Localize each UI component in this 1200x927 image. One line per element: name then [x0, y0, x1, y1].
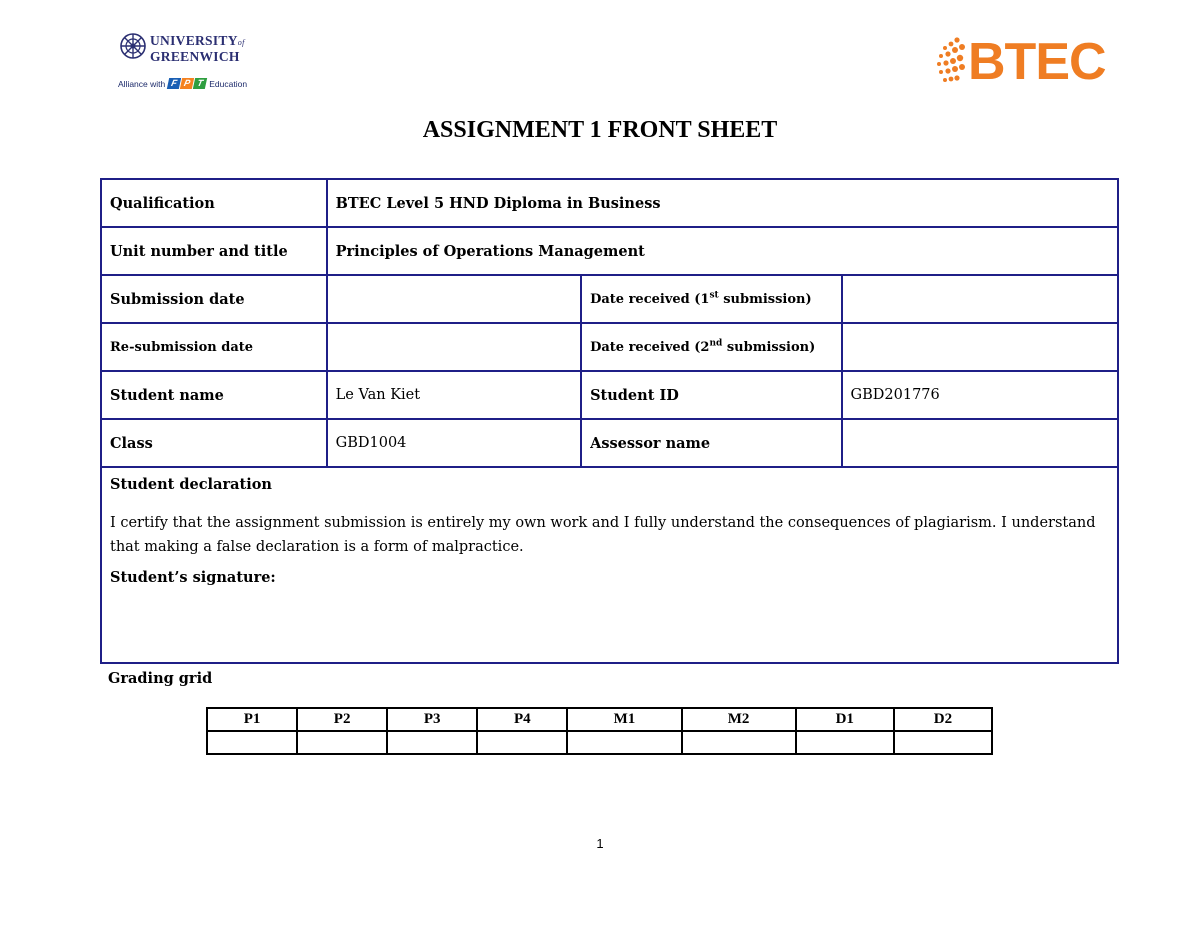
grade-cell-p1[interactable]: [207, 731, 297, 754]
grade-header-d1: D1: [796, 708, 894, 731]
fpt-letter-p: P: [180, 78, 194, 89]
table-row-resubmission: [101, 323, 1118, 371]
grading-header-row: [207, 708, 992, 731]
table-row-submission: [101, 275, 1118, 323]
date-received-1-value[interactable]: [842, 275, 1118, 323]
grade-cell-m1[interactable]: [567, 731, 681, 754]
university-wordmark: UNIVERSITYof GREENWICH: [150, 33, 245, 64]
table-row-student: [101, 371, 1118, 419]
btec-wordmark: BTEC: [968, 33, 1106, 91]
fpt-alliance-logo: [118, 78, 247, 89]
grade-header-m1: M1: [567, 708, 681, 731]
grading-grid-label: Grading grid: [108, 670, 213, 687]
alliance-suffix: Education: [209, 78, 248, 89]
grade-header-p3: P3: [387, 708, 477, 731]
grade-cell-d1[interactable]: [796, 731, 894, 754]
class-label: Class: [101, 419, 327, 467]
grade-cell-p2[interactable]: [297, 731, 387, 754]
fpt-logo-icon: [168, 78, 206, 89]
fpt-letter-f: F: [167, 78, 181, 89]
student-name-value[interactable]: Le Van Kiet: [327, 371, 581, 419]
student-id-label: Student ID: [581, 371, 841, 419]
signature-label: Student’s signature:: [110, 569, 276, 586]
grade-header-d2: D2: [894, 708, 992, 731]
grade-cell-p4[interactable]: [477, 731, 567, 754]
date-received-1-label: Date received (1st submission): [581, 275, 841, 323]
declaration-text: I certify that the assignment submission is entirely my own work and I fully understand the consequences of plagiarism. I understand that making a false declaration is a form of malpractice.: [110, 515, 1096, 555]
submission-date-label: Submission date: [101, 275, 327, 323]
declaration-cell: [101, 467, 1118, 663]
declaration-heading: Student declaration: [110, 476, 272, 493]
page-number: 1: [596, 836, 604, 851]
grade-cell-p3[interactable]: [387, 731, 477, 754]
submission-date-value[interactable]: [327, 275, 581, 323]
assessor-value[interactable]: [842, 419, 1118, 467]
student-id-value[interactable]: GBD201776: [842, 371, 1118, 419]
front-sheet-table: [100, 178, 1119, 664]
table-row-qualification: [101, 179, 1118, 227]
grading-value-row: [207, 731, 992, 754]
grade-cell-d2[interactable]: [894, 731, 992, 754]
table-row-unit: [101, 227, 1118, 275]
student-name-label: Student name: [101, 371, 327, 419]
class-value[interactable]: GBD1004: [327, 419, 581, 467]
alliance-prefix: Alliance with: [118, 78, 166, 89]
resubmission-date-label: Re-submission date: [101, 323, 327, 371]
fpt-letter-t: T: [193, 78, 207, 89]
grading-grid-table: [206, 707, 993, 755]
date-received-2-label: Date received (2nd submission): [581, 323, 841, 371]
resubmission-date-value[interactable]: [327, 323, 581, 371]
page-title: ASSIGNMENT 1 FRONT SHEET: [422, 117, 778, 143]
unit-label: Unit number and title: [101, 227, 327, 275]
qualification-label: Qualification: [101, 179, 327, 227]
assessor-label: Assessor name: [581, 419, 841, 467]
grade-header-m2: M2: [682, 708, 796, 731]
grade-header-p2: P2: [297, 708, 387, 731]
grade-cell-m2[interactable]: [682, 731, 796, 754]
date-received-2-value[interactable]: [842, 323, 1118, 371]
qualification-value: BTEC Level 5 HND Diploma in Business: [327, 179, 1118, 227]
unit-value: Principles of Operations Management: [327, 227, 1118, 275]
table-row-declaration: [101, 467, 1118, 663]
grade-header-p4: P4: [477, 708, 567, 731]
grade-header-p1: P1: [207, 708, 297, 731]
table-row-class: [101, 419, 1118, 467]
